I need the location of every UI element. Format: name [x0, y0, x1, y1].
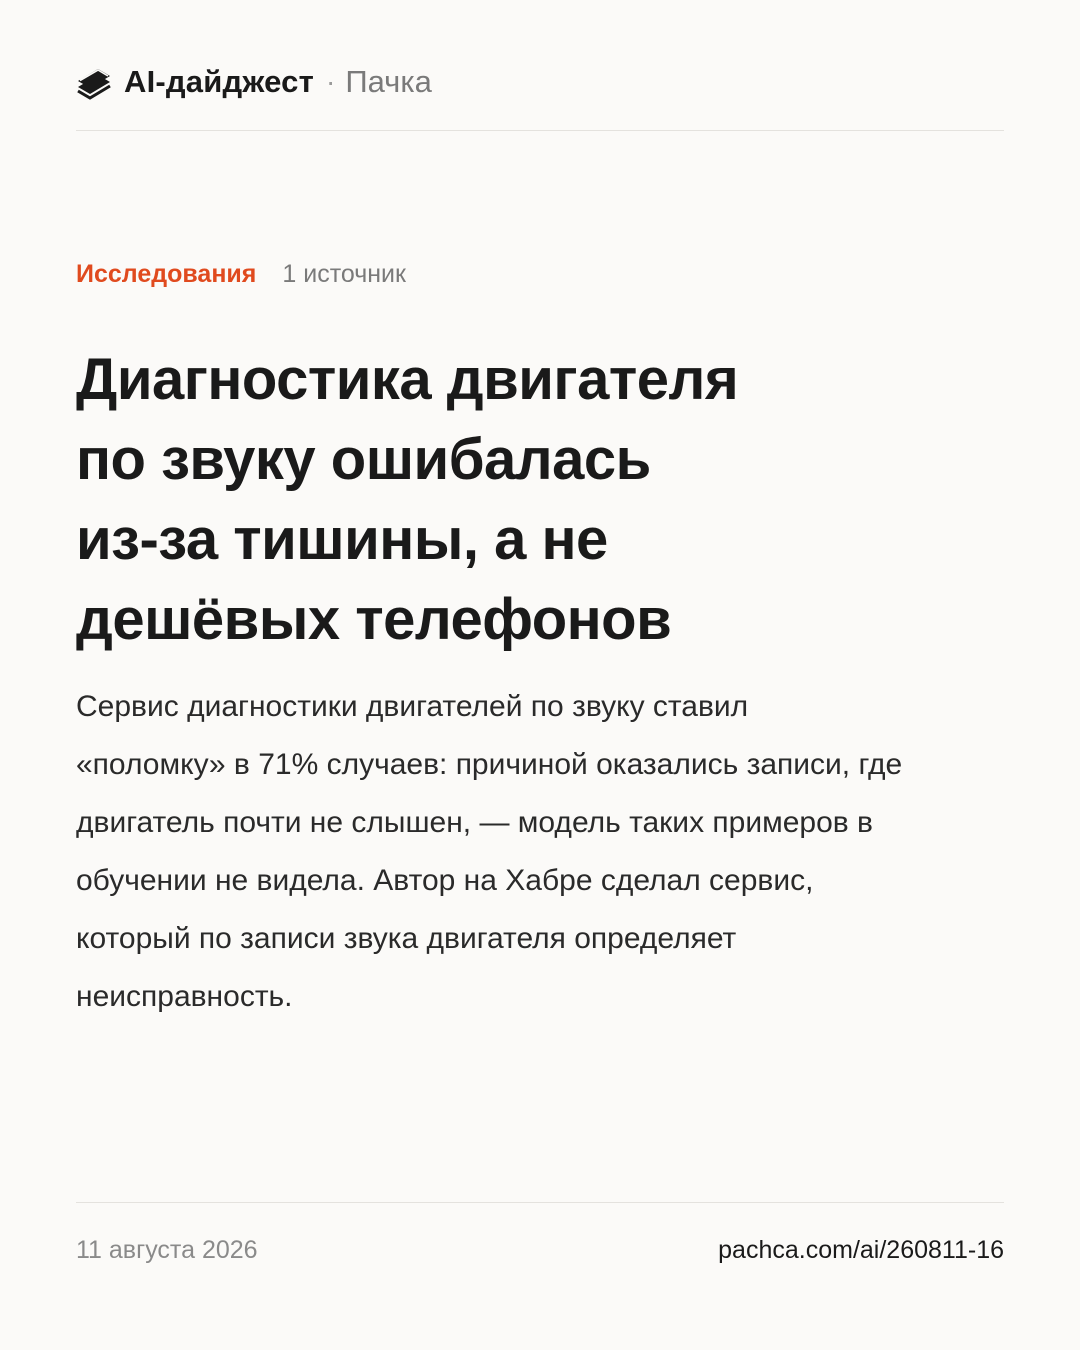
source-count: 1 источник: [282, 260, 406, 288]
article-url[interactable]: pachca.com/ai/260811-16: [718, 1236, 1004, 1264]
header-divider: [76, 130, 1004, 131]
stacked-layers-icon: [76, 62, 112, 102]
header: [76, 60, 1004, 104]
header-separator: ·: [326, 66, 336, 97]
brand-title: AI-дайджест: [124, 64, 315, 99]
category-label: Исследования: [76, 260, 257, 288]
article-headline: Диагностика двигателя по звуку ошибалась из-за тишины, а не дешёвых телефонов: [76, 347, 739, 652]
product-name: Пачка: [345, 64, 432, 99]
publish-date: 11 августа 2026: [76, 1236, 258, 1264]
footer-divider: [76, 1202, 1004, 1203]
article-meta: [76, 260, 406, 289]
article-lead: Сервис диагностики двигателей по звуку ставил «поломку» в 71% случаев: причиной оказались записи, где двигатель почти не слышен, — модель таких примеров в обучении не видела. Автор на Хабре сделал сервис, который по записи звука двигателя определяет неисправность.: [76, 690, 903, 1013]
